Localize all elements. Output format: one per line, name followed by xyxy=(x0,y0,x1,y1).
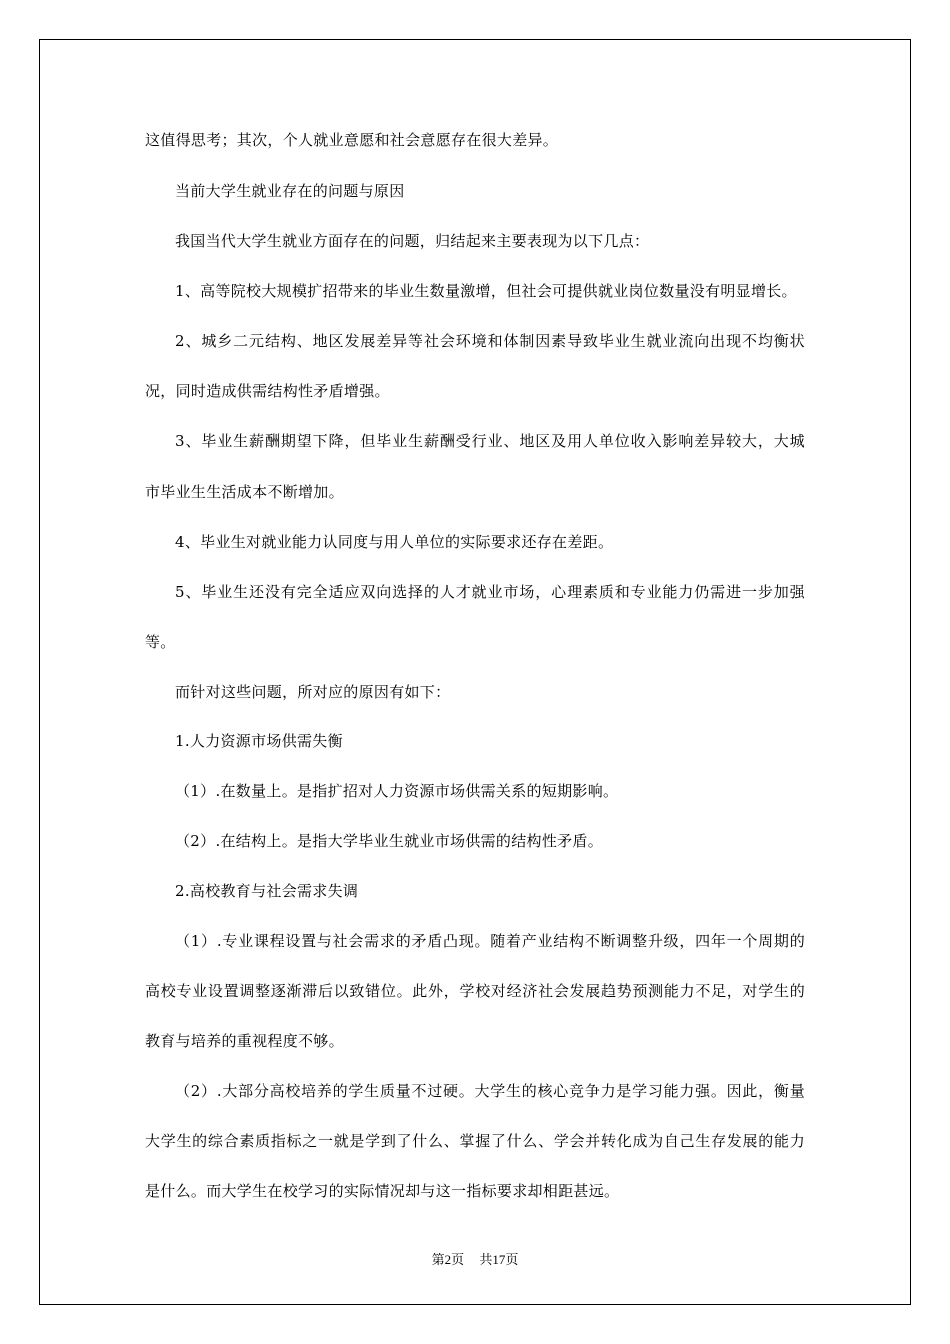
total-pages: 共17页 xyxy=(479,1252,519,1267)
paragraph-line: 而针对这些问题，所对应的原因有如下： xyxy=(175,683,451,701)
list-item: 3、毕业生薪酬期望下降，但毕业生薪酬受行业、地区及用人单位收入影响差异较大，大城 xyxy=(175,432,805,450)
section-heading: 2.高校教育与社会需求失调 xyxy=(175,882,359,900)
list-item: 4、毕业生对就业能力认同度与用人单位的实际要求还存在差距。 xyxy=(175,533,614,551)
page-frame xyxy=(39,39,911,1305)
list-item: （2）.在结构上。是指大学毕业生就业市场供需的结构性矛盾。 xyxy=(175,832,604,850)
paragraph-line: 高校专业设置调整逐渐滞后以致错位。此外，学校对经济社会发展趋势预测能力不足，对学生的 xyxy=(145,982,805,1000)
page-footer xyxy=(0,1249,950,1268)
section-heading: 当前大学生就业存在的问题与原因 xyxy=(175,182,405,200)
section-heading: 1.人力资源市场供需失衡 xyxy=(175,732,343,750)
list-item: （2）.大部分高校培养的学生质量不过硬。大学生的核心竞争力是学习能力强。因此，衡量 xyxy=(175,1082,805,1100)
list-item: 5、毕业生还没有完全适应双向选择的人才就业市场，心理素质和专业能力仍需进一步加强 xyxy=(175,583,805,601)
list-item: 1、高等院校大规模扩招带来的毕业生数量激增，但社会可提供就业岗位数量没有明显增长。 xyxy=(175,282,797,300)
list-item: （1）.在数量上。是指扩招对人力资源市场供需关系的短期影响。 xyxy=(175,782,619,800)
paragraph-line: 市毕业生生活成本不断增加。 xyxy=(145,483,344,501)
page-number: 第2页 xyxy=(431,1252,465,1267)
paragraph-line: 是什么。而大学生在校学习的实际情况却与这一指标要求却相距甚远。 xyxy=(145,1182,620,1200)
paragraph-line: 这值得思考；其次，个人就业意愿和社会意愿存在很大差异。 xyxy=(145,131,559,149)
paragraph-line: 教育与培养的重视程度不够。 xyxy=(145,1032,344,1050)
list-item: 2、城乡二元结构、地区发展差异等社会环境和体制因素导致毕业生就业流向出现不均衡状 xyxy=(175,332,805,350)
paragraph-line: 况，同时造成供需结构性矛盾增强。 xyxy=(145,382,390,400)
paragraph-line: 大学生的综合素质指标之一就是学到了什么、掌握了什么、学会并转化成为自己生存发展的能力 xyxy=(145,1132,805,1150)
paragraph-line: 我国当代大学生就业方面存在的问题，归结起来主要表现为以下几点： xyxy=(175,232,650,250)
list-item: （1）.专业课程设置与社会需求的矛盾凸现。随着产业结构不断调整升级，四年一个周期的 xyxy=(175,932,805,950)
paragraph-line: 等。 xyxy=(145,633,176,651)
